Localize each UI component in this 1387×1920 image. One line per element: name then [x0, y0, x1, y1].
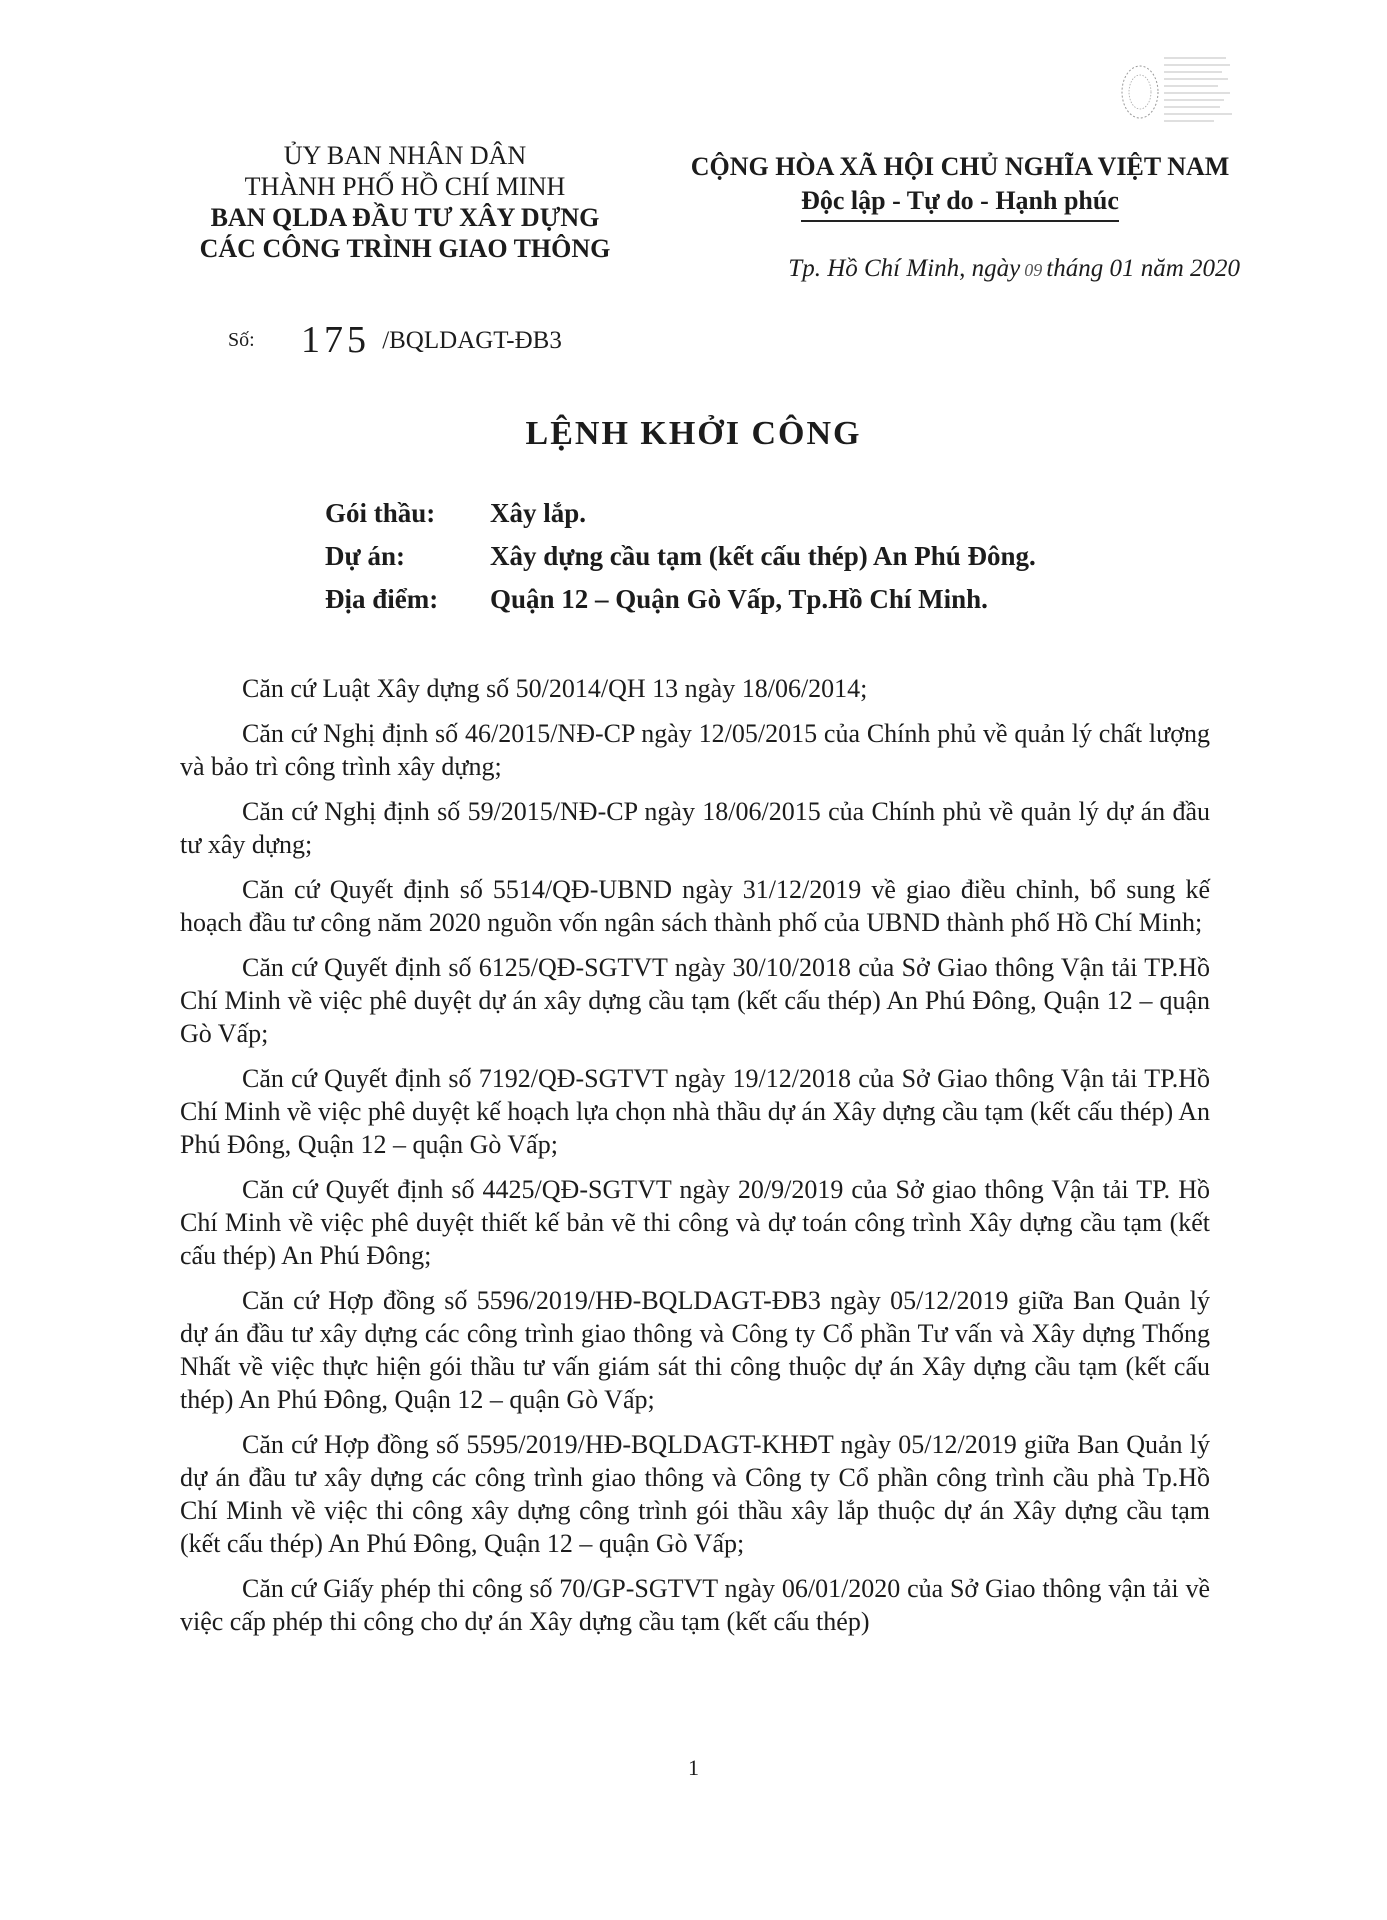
org-line-city: THÀNH PHỐ HỒ CHÍ MINH: [244, 172, 566, 201]
digital-signature-stamp-icon: [1118, 52, 1238, 132]
legal-basis-paragraph: Căn cứ Quyết định số 4425/QĐ-SGTVT ngày 20/9/2019 của Sở giao thông Vận tải TP. Hồ Chí Minh về việc phê duyệt thiết kế bản vẽ thi công và dự toán công trình Xây dựng cầu tạm (kết cấu thép) An Phú Đông;: [180, 1175, 1210, 1270]
legal-basis-paragraph: Căn cứ Luật Xây dựng số 50/2014/QH 13 ngày 18/06/2014;: [242, 674, 868, 703]
legal-basis-paragraph: Căn cứ Quyết định số 6125/QĐ-SGTVT ngày 30/10/2018 của Sở Giao thông Vận tải TP.Hồ Chí Minh về việc phê duyệt dự án xây dựng cầu tạm (kết cấu thép) An Phú Đông, Quận 12 – quận Gò Vấp;: [180, 953, 1210, 1048]
date-prefix: Tp. Hồ Chí Minh, ngày: [788, 255, 1021, 282]
document-title: LỆNH KHỞI CÔNG: [525, 415, 862, 452]
page-number: 1: [688, 1755, 699, 1780]
nation-name: CỘNG HÒA XÃ HỘI CHỦ NGHĨA VIỆT NAM: [690, 152, 1230, 181]
place-and-date: [690, 255, 1240, 283]
info-key: Gói thầu:: [325, 498, 436, 528]
info-value: Quận 12 – Quận Gò Vấp, Tp.Hồ Chí Minh.: [490, 584, 988, 614]
org-line-people-committee: ỦY BAN NHÂN DÂN: [283, 141, 527, 170]
info-key: Địa điểm:: [325, 584, 439, 614]
doc-number-label: Số:: [228, 329, 255, 351]
legal-basis-paragraph: Căn cứ Nghị định số 46/2015/NĐ-CP ngày 12/05/2015 của Chính phủ về quản lý chất lượng và bảo trì công trình xây dựng;: [180, 719, 1210, 781]
legal-basis-paragraph: Căn cứ Nghị định số 59/2015/NĐ-CP ngày 18/06/2015 của Chính phủ về quản lý dự án đầu tư xây dựng;: [180, 797, 1210, 859]
national-header: [680, 150, 1240, 222]
legal-basis-paragraph: Căn cứ Hợp đồng số 5596/2019/HĐ-BQLDAGT-ĐB3 ngày 05/12/2019 giữa Ban Quản lý dự án đầu tư xây dựng các công trình giao thông và Công ty Cổ phần Tư vấn và Xây dựng Thống Nhất về việc thực hiện gói thầu tư vấn giám sát thi công thuộc dự án Xây dựng cầu tạm (kết cấu thép) An Phú Đông, Quận 12 – quận Gò Vấp;: [180, 1286, 1210, 1414]
issuing-organization: [175, 140, 635, 264]
org-line-transport-works: CÁC CÔNG TRÌNH GIAO THÔNG: [199, 234, 611, 263]
info-row-package: [325, 492, 1036, 535]
legal-basis-paragraph: Căn cứ Hợp đồng số 5595/2019/HĐ-BQLDAGT-KHĐT ngày 05/12/2019 giữa Ban Quản lý dự án đầu tư xây dựng các công trình giao thông và Công ty Cổ phần công trình cầu phà Tp.Hồ Chí Minh về việc thi công xây dựng công trình gói thầu xây lắp thuộc dự án Xây dựng cầu tạm (kết cấu thép) An Phú Đông, Quận 12 – quận Gò Vấp;: [180, 1430, 1210, 1558]
legal-basis-section: [180, 672, 1210, 1650]
doc-number-value: 175: [300, 319, 370, 361]
info-key: Dự án:: [325, 541, 405, 571]
info-value: Xây lắp.: [490, 498, 587, 528]
legal-basis-paragraph: Căn cứ Quyết định số 7192/QĐ-SGTVT ngày 19/12/2018 của Sở Giao thông Vận tải TP.Hồ Chí Minh về việc phê duyệt kế hoạch lựa chọn nhà thầu dự án Xây dựng cầu tạm (kết cấu thép) An Phú Đông, Quận 12 – quận Gò Vấp;: [180, 1064, 1210, 1159]
info-row-project: [325, 535, 1036, 578]
doc-number-suffix: /BQLDAGT-ĐB3: [382, 327, 562, 354]
date-suffix: tháng 01 năm 2020: [1046, 255, 1240, 282]
legal-basis-paragraph: Căn cứ Giấy phép thi công số 70/GP-SGTVT ngày 06/01/2020 của Sở Giao thông vận tải về việc cấp phép thi công cho dự án Xây dựng cầu tạm (kết cấu thép): [180, 1574, 1210, 1636]
legal-basis-paragraph: Căn cứ Quyết định số 5514/QĐ-UBND ngày 31/12/2019 về giao điều chỉnh, bổ sung kế hoạch đầu tư công năm 2020 nguồn vốn ngân sách thành phố của UBND thành phố Hồ Chí Minh;: [180, 875, 1210, 937]
date-day: 09: [1024, 260, 1043, 280]
info-value: Xây dựng cầu tạm (kết cấu thép) An Phú Đông.: [490, 541, 1036, 571]
project-info: [325, 492, 1036, 621]
document-number: [228, 318, 562, 362]
info-row-location: [325, 578, 1036, 621]
nation-motto: Độc lập - Tự do - Hạnh phúc: [801, 186, 1119, 215]
org-line-board: BAN QLDA ĐẦU TƯ XÂY DỰNG: [210, 203, 600, 232]
